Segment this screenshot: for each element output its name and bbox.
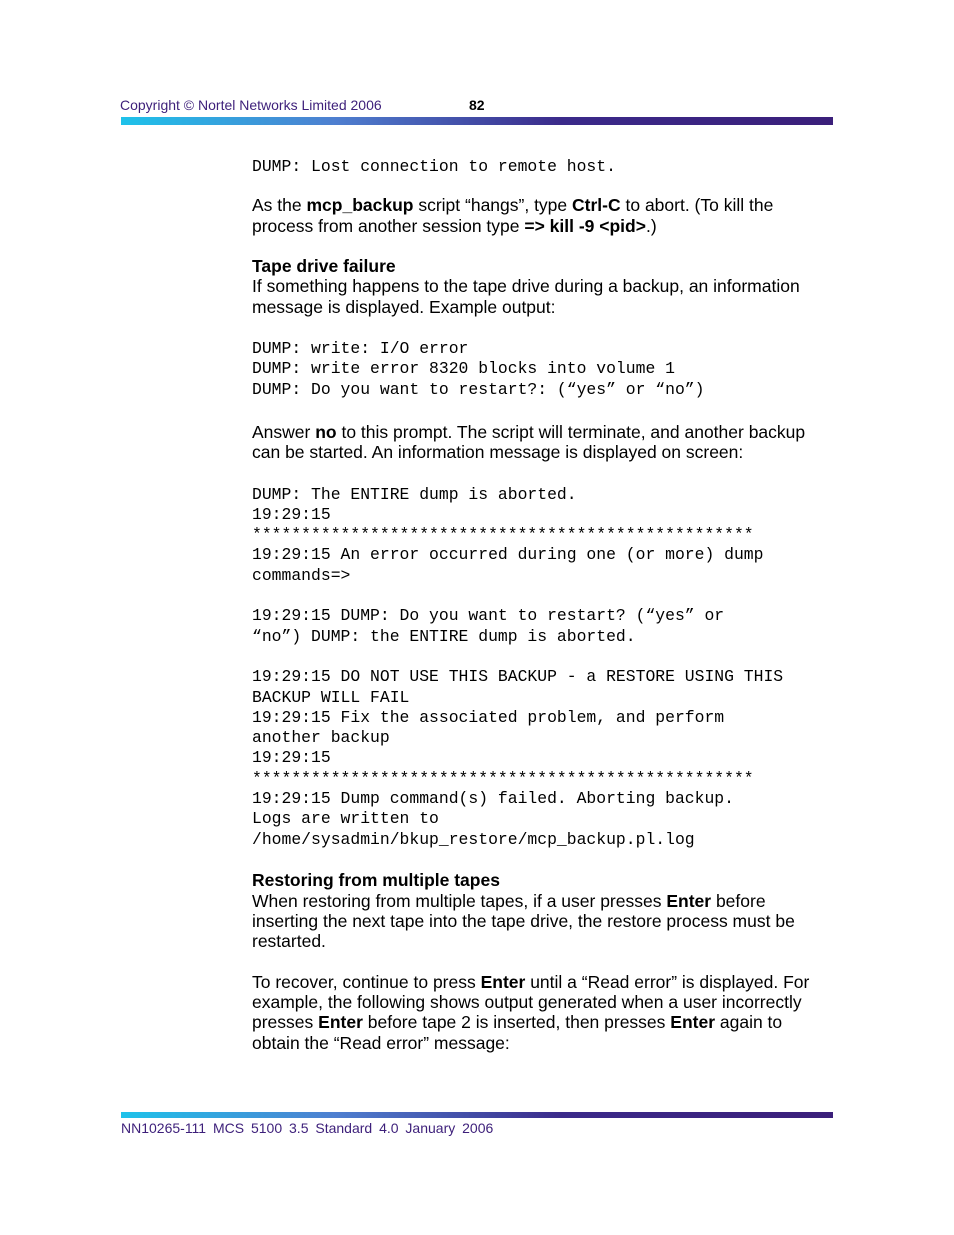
key-ctrl-c: Ctrl-C <box>572 195 621 216</box>
code-tape-error: DUMP: write: I/O error DUMP: write error 8320 blocks into volume 1 DUMP: Do you want to restart?: (“yes” or “no”) <box>252 339 705 399</box>
key-enter: Enter <box>666 890 712 911</box>
heading-tape-drive-failure: Tape drive failure <box>252 256 396 277</box>
paragraph-tape-failure: If something happens to the tape drive during a backup, an information message is displayed. Example output: <box>252 276 800 317</box>
answer-no: no <box>315 421 337 442</box>
header-rule <box>121 117 833 125</box>
copyright-notice: Copyright © Nortel Networks Limited 2006 <box>120 97 382 113</box>
paragraph-restore-enter: When restoring from multiple tapes, if a user presses Enter before inserting the next tape into the tape drive, the restore process must be restarted. <box>252 890 795 952</box>
code-abort-message-3: 19:29:15 DO NOT USE THIS BACKUP - a RESTORE USING THIS BACKUP WILL FAIL 19:29:15 Fix the associated problem, and perform another backup 19:29:15 *************************************************** 19:29:15 Dump command(s) failed. Aborting backup. Logs are written to /home/sysadmin/bkup_restore/mcp_backup.pl.log <box>252 667 784 849</box>
key-enter: Enter <box>318 1012 363 1033</box>
command-name: mcp_backup <box>306 195 414 216</box>
paragraph-abort-instructions: As the mcp_backup script “hangs”, type Ctrl-C to abort. (To kill the process from another session type => kill -9 <pid>.) <box>252 195 774 236</box>
kill-command: => kill -9 <pid> <box>524 215 646 236</box>
code-abort-message-1: DUMP: The ENTIRE dump is aborted. 19:29:15 *************************************************** 19:29:15 An error occurred during one (or more) dump commands=> <box>252 484 764 585</box>
heading-restoring-multiple-tapes: Restoring from multiple tapes <box>252 870 500 891</box>
document-info: NN10265-111 MCS 5100 3.5 Standard 4.0 January 2006 <box>121 1120 494 1136</box>
paragraph-recover: To recover, continue to press Enter until a “Read error” is displayed. For example, the following shows output generated when a user incorrectly presses Enter before tape 2 is inserted, then presses Enter again to obtain the “Read error” message: <box>252 971 810 1053</box>
code-lost-connection: DUMP: Lost connection to remote host. <box>252 157 616 176</box>
page-body <box>252 157 834 1053</box>
code-abort-message-2: 19:29:15 DUMP: Do you want to restart? (“yes” or “no”) DUMP: the ENTIRE dump is aborted. <box>252 606 725 646</box>
footer-rule <box>121 1112 833 1118</box>
paragraph-answer-no: Answer no to this prompt. The script will terminate, and another backup can be started. An information message is displayed on screen: <box>252 421 806 463</box>
key-enter: Enter <box>670 1012 716 1033</box>
key-enter: Enter <box>480 971 526 992</box>
page-number: 82 <box>469 97 485 113</box>
